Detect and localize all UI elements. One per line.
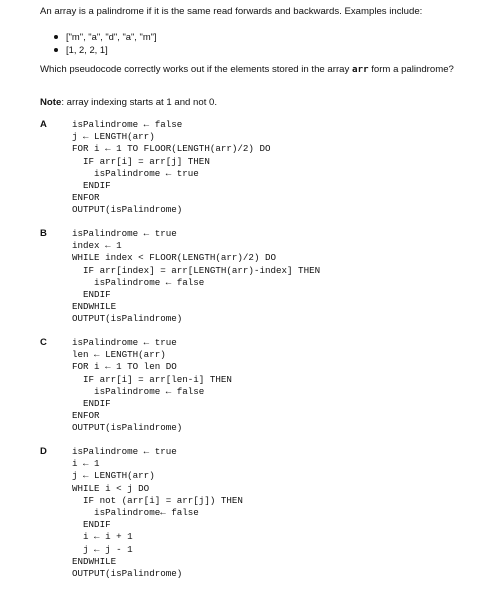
option-c-code: isPalindrome ← true len ← LENGTH(arr) FOR i ← 1 TO len DO IF arr[i] = arr[len-i] THEN isPalindrome ← false ENDIF ENFOR OUTPUT(isPalindrome) bbox=[72, 337, 232, 434]
example-item-1: ["m", "a", "d", "a", "m"] bbox=[66, 31, 157, 42]
question-text-before: Which pseudocode correctly works out if the elements stored in the array bbox=[40, 64, 352, 75]
note-label: Note bbox=[40, 97, 62, 108]
option-b-code: isPalindrome ← true index ← 1 WHILE index < FLOOR(LENGTH(arr)/2) DO IF arr[index] = arr[LENGTH(arr)-index] THEN isPalindrome ← false ENDIF ENDWHILE OUTPUT(isPalindrome) bbox=[72, 228, 321, 325]
question-text-after: form a palindrome? bbox=[368, 64, 454, 75]
option-c-label: C bbox=[40, 337, 47, 348]
examples-list bbox=[66, 30, 157, 56]
question-code-arr: arr bbox=[351, 64, 369, 75]
option-d-label: D bbox=[40, 446, 47, 457]
example-item-2: [1, 2, 2, 1] bbox=[66, 43, 157, 56]
intro-text: An array is a palindrome if it is the same read forwards and backwards. Examples include: bbox=[40, 6, 423, 17]
option-a-label: A bbox=[40, 119, 47, 130]
option-b-label: B bbox=[40, 228, 47, 239]
note bbox=[40, 97, 217, 109]
option-d-code: isPalindrome ← true i ← 1 j ← LENGTH(arr) WHILE i < j DO IF not (arr[i] = arr[j]) THEN isPalindrome← false ENDIF i ← i + 1 j ← j - 1 ENDWHILE OUTPUT(isPalindrome) bbox=[72, 446, 243, 580]
option-a-code: isPalindrome ← false j ← LENGTH(arr) FOR i ← 1 TO FLOOR(LENGTH(arr)/2) DO IF arr[i] = arr[j] THEN isPalindrome ← true ENDIF ENFOR OUTPUT(isPalindrome) bbox=[72, 119, 271, 216]
question-text bbox=[40, 64, 460, 76]
note-text: : array indexing starts at 1 and not 0. bbox=[61, 97, 218, 108]
